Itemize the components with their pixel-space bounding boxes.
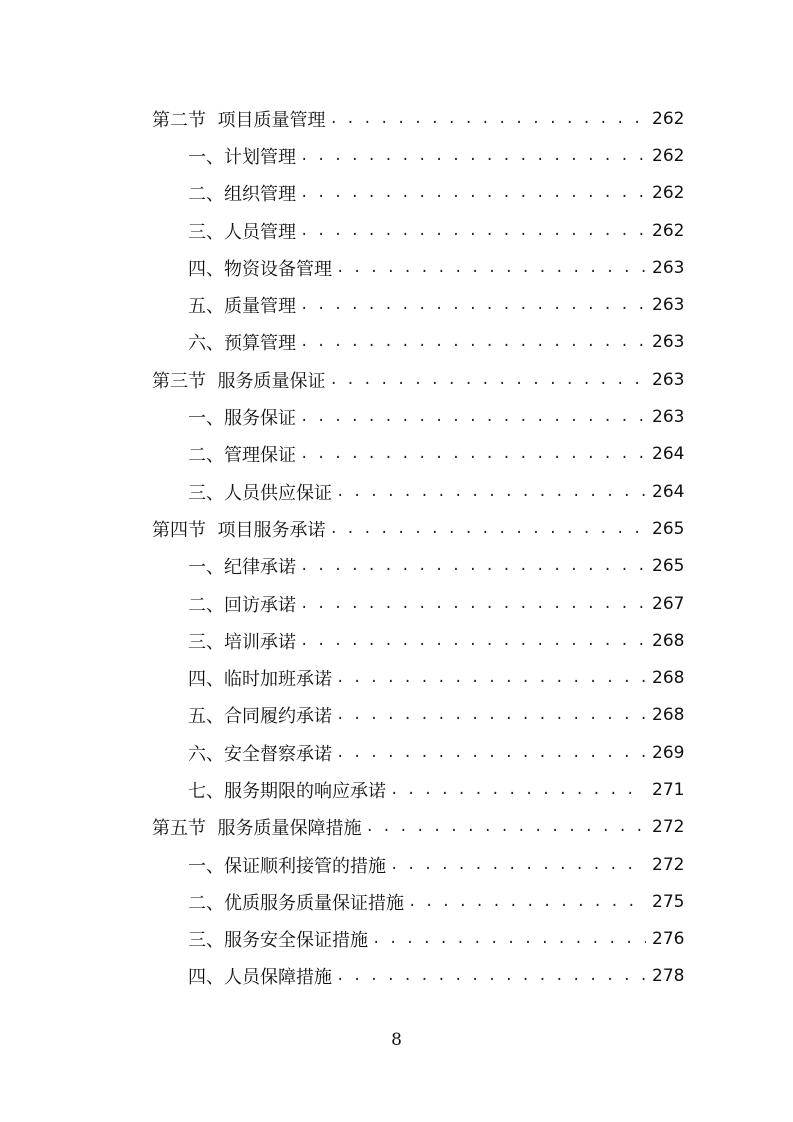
toc-entry-page: 262 xyxy=(652,108,685,129)
toc-entry-page: 264 xyxy=(652,444,685,465)
dot-leader xyxy=(329,372,646,388)
toc-entry-page: 275 xyxy=(652,891,685,912)
toc-entry-page: 263 xyxy=(652,332,685,353)
toc-entry-title: 六、安全督察承诺 xyxy=(188,743,332,765)
dot-leader xyxy=(390,782,646,798)
toc-subsection-entry[interactable] xyxy=(0,585,793,622)
toc-entry-title: 三、人员管理 xyxy=(188,221,296,243)
toc-entry-title: 一、计划管理 xyxy=(188,146,296,168)
toc-entry-title: 一、保证顺利接管的措施 xyxy=(188,855,386,877)
toc-section-entry[interactable] xyxy=(0,361,793,398)
toc-entry-page: 271 xyxy=(652,779,685,800)
toc-entry-title: 六、预算管理 xyxy=(188,333,296,355)
toc-entry-page: 272 xyxy=(652,854,685,875)
dot-leader xyxy=(408,894,646,910)
toc-entry-page: 269 xyxy=(652,742,685,763)
dot-leader xyxy=(300,596,646,612)
toc-entry-title: 四、临时加班承诺 xyxy=(188,669,332,691)
toc-entry-page: 263 xyxy=(652,295,685,316)
dot-leader xyxy=(300,148,646,164)
page-number: 8 xyxy=(391,1030,402,1050)
dot-leader xyxy=(300,223,646,239)
toc-subsection-entry[interactable] xyxy=(0,137,793,174)
toc-entry-page: 265 xyxy=(652,518,685,539)
toc-subsection-entry[interactable] xyxy=(0,286,793,323)
dot-leader xyxy=(336,484,646,500)
dot-leader xyxy=(300,297,646,313)
toc-subsection-entry[interactable] xyxy=(0,846,793,883)
toc-subsection-entry[interactable] xyxy=(0,175,793,212)
toc-subsection-entry[interactable] xyxy=(0,958,793,995)
dot-leader xyxy=(300,558,646,574)
toc-entry-title: 第四节 项目服务承诺 xyxy=(152,519,326,541)
toc-subsection-entry[interactable] xyxy=(0,548,793,585)
dot-leader xyxy=(336,745,646,761)
toc-entry-title: 三、培训承诺 xyxy=(188,631,296,653)
toc-entry-title: 二、组织管理 xyxy=(188,184,296,206)
toc-entry-title: 七、服务期限的响应承诺 xyxy=(188,780,386,802)
dot-leader xyxy=(372,931,646,947)
toc-subsection-entry[interactable] xyxy=(0,734,793,771)
toc-entry-page: 265 xyxy=(652,556,685,577)
toc-subsection-entry[interactable] xyxy=(0,436,793,473)
toc-entry-title: 三、服务安全保证措施 xyxy=(188,930,368,952)
dot-leader xyxy=(390,857,646,873)
toc-entry-page: 262 xyxy=(652,183,685,204)
toc-subsection-entry[interactable] xyxy=(0,883,793,920)
dot-leader xyxy=(300,446,646,462)
toc-entry-page: 268 xyxy=(652,668,685,689)
toc-section-entry[interactable] xyxy=(0,510,793,547)
toc-entry-page: 268 xyxy=(652,630,685,651)
toc-entry-page: 272 xyxy=(652,817,685,838)
toc-entry-title: 二、管理保证 xyxy=(188,445,296,467)
dot-leader xyxy=(336,968,646,984)
toc-entry-page: 262 xyxy=(652,145,685,166)
toc-entry-title: 五、合同履约承诺 xyxy=(188,706,332,728)
toc-entry-title: 第五节 服务质量保障措施 xyxy=(152,818,362,840)
toc-entry-title: 三、人员供应保证 xyxy=(188,482,332,504)
toc-entry-page: 263 xyxy=(652,369,685,390)
table-of-contents xyxy=(0,100,793,995)
toc-subsection-entry[interactable] xyxy=(0,771,793,808)
toc-subsection-entry[interactable] xyxy=(0,212,793,249)
toc-subsection-entry[interactable] xyxy=(0,473,793,510)
toc-subsection-entry[interactable] xyxy=(0,921,793,958)
toc-entry-page: 263 xyxy=(652,407,685,428)
dot-leader xyxy=(336,707,646,723)
toc-entry-title: 第三节 服务质量保证 xyxy=(152,370,326,392)
toc-subsection-entry[interactable] xyxy=(0,249,793,286)
toc-entry-title: 五、质量管理 xyxy=(188,296,296,318)
dot-leader xyxy=(329,521,646,537)
toc-entry-page: 263 xyxy=(652,257,685,278)
dot-leader xyxy=(336,260,646,276)
toc-entry-page: 267 xyxy=(652,593,685,614)
dot-leader xyxy=(300,185,646,201)
toc-entry-page: 268 xyxy=(652,705,685,726)
toc-entry-title: 第二节 项目质量管理 xyxy=(152,109,326,131)
toc-subsection-entry[interactable] xyxy=(0,697,793,734)
dot-leader xyxy=(365,819,646,835)
toc-entry-title: 一、纪律承诺 xyxy=(188,557,296,579)
toc-entry-title: 二、优质服务质量保证措施 xyxy=(188,892,404,914)
toc-subsection-entry[interactable] xyxy=(0,659,793,696)
toc-section-entry[interactable] xyxy=(0,100,793,137)
toc-section-entry[interactable] xyxy=(0,809,793,846)
toc-entry-page: 276 xyxy=(652,929,685,950)
toc-entry-title: 四、物资设备管理 xyxy=(188,258,332,280)
toc-entry-page: 264 xyxy=(652,481,685,502)
toc-entry-page: 262 xyxy=(652,220,685,241)
dot-leader xyxy=(300,633,646,649)
dot-leader xyxy=(329,111,646,127)
toc-entry-title: 四、人员保障措施 xyxy=(188,967,332,989)
toc-subsection-entry[interactable] xyxy=(0,622,793,659)
dot-leader xyxy=(300,334,646,350)
toc-entry-title: 一、服务保证 xyxy=(188,408,296,430)
toc-entry-page: 278 xyxy=(652,966,685,987)
dot-leader xyxy=(300,409,646,425)
dot-leader xyxy=(336,670,646,686)
toc-subsection-entry[interactable] xyxy=(0,324,793,361)
toc-subsection-entry[interactable] xyxy=(0,398,793,435)
toc-entry-title: 二、回访承诺 xyxy=(188,594,296,616)
